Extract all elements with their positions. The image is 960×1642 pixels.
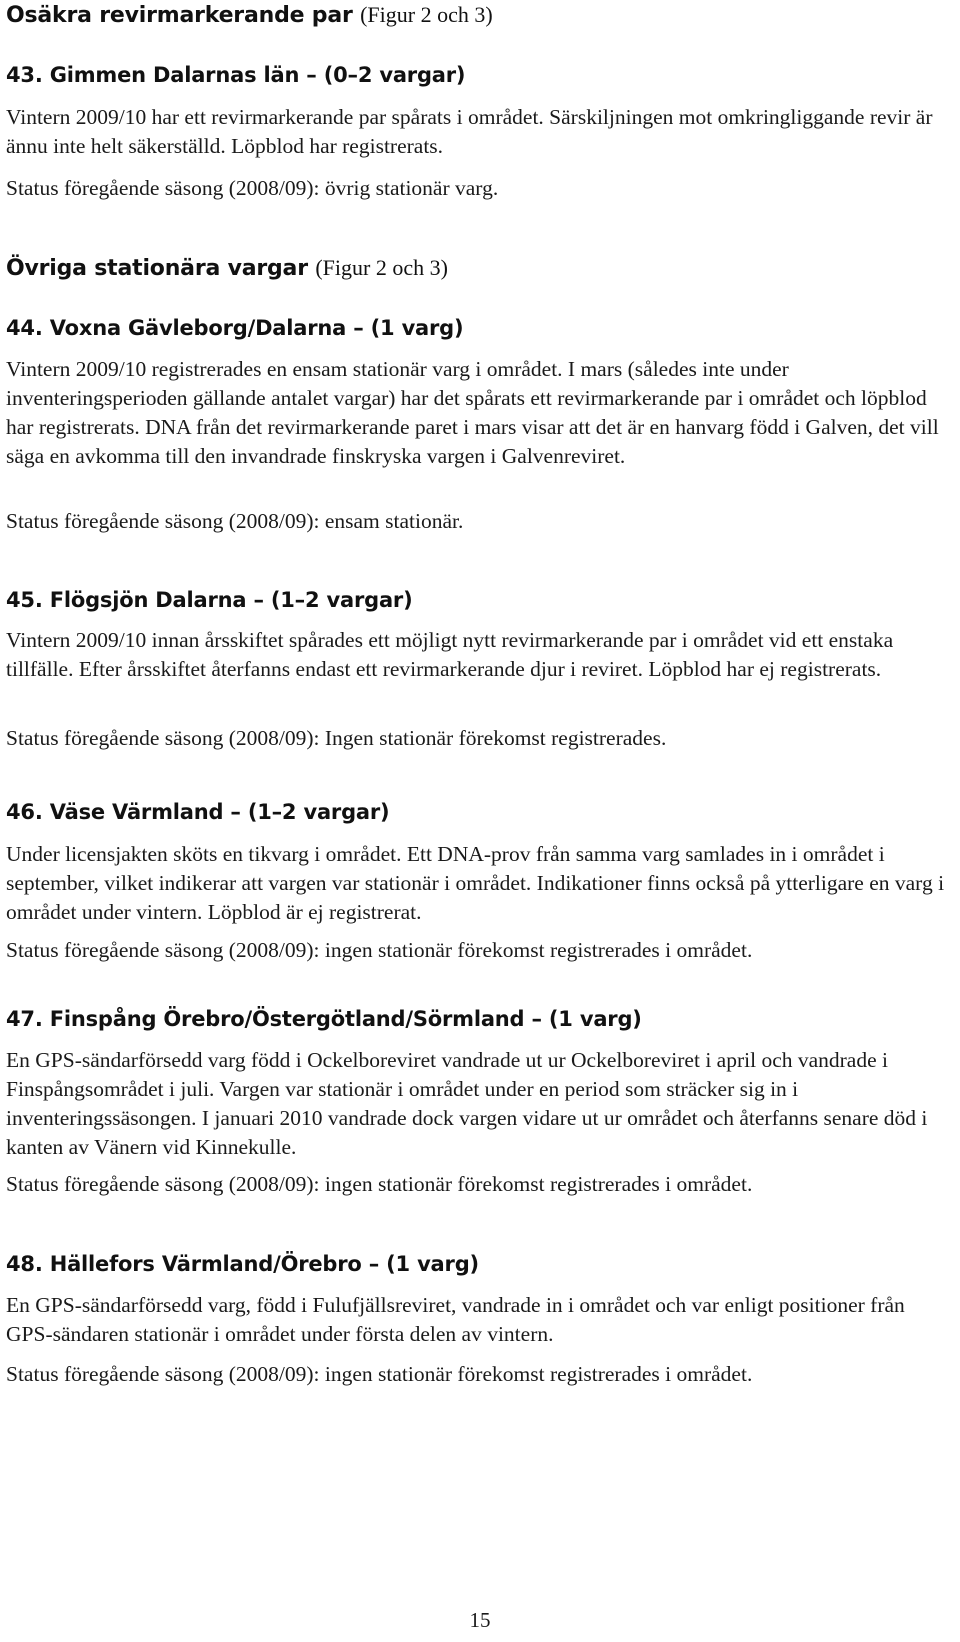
entry-heading-48: 48. Hällefors Värmland/Örebro – (1 varg) [6,1252,479,1276]
entry-status-48: Status föregående säsong (2008/09): ingen stationär förekomst registrerades i området. [6,1362,753,1386]
entry-body-44: Vintern 2009/10 registrerades en ensam stationär varg i området. I mars (således inte under inventeringsperioden gällande antalet vargar) har det spårats ett revirmarkerande par i området och löpblod har registrerats. DNA från det revirmarkerande paret i mars visar att det är en hanvarg född i Galven, det vill säga en avkomma till den invandrade finskryska vargen i Galvenreviret. [6,357,939,468]
entry-status-43: Status föregående säsong (2008/09): övrig stationär varg. [6,176,499,200]
page-number: 15 [469,1608,491,1632]
entry-body-47: En GPS-sändarförsedd varg född i Ockelboreviret vandrade ut ur Ockelboreviret i april och vandrade i Finspångsområdet i juli. Vargen var stationär i området under en period som sträcker sig in i inventeringssäsongen. I januari 2010 vandrade dock vargen vidare ut ur området och återfanns senare död i kanten av Vänern vid Kinnekulle. [6,1048,928,1159]
entry-status-46: Status föregående säsong (2008/09): ingen stationär förekomst registrerades i området. [6,938,753,962]
entry-status-47: Status föregående säsong (2008/09): ingen stationär förekomst registrerades i området. [6,1172,753,1196]
section-title: Övriga stationära vargar [6,256,308,281]
entry-status-44: Status föregående säsong (2008/09): ensam stationär. [6,509,464,533]
entry-status-45: Status föregående säsong (2008/09): Ingen stationär förekomst registrerades. [6,726,667,750]
entry-heading-44: 44. Voxna Gävleborg/Dalarna – (1 varg) [6,316,464,340]
entry-heading-47: 47. Finspång Örebro/Östergötland/Sörmland – (1 varg) [6,1007,642,1031]
section-heading-osakra [6,2,493,28]
entry-body-43: Vintern 2009/10 har ett revirmarkerande par spårats i området. Särskiljningen mot omkringliggande revir är ännu inte helt säkerställd. Löpblod har registrerats. [6,105,933,158]
entry-body-45: Vintern 2009/10 innan årsskiftet spårades ett möjligt nytt revirmarkerande par i området vid ett enstaka tillfälle. Efter årsskiftet återfanns endast ett revirmarkerande djur i reviret. Löpblod har ej registrerats. [6,628,894,681]
figure-reference: (Figur 2 och 3) [360,2,493,27]
entry-heading-45: 45. Flögsjön Dalarna – (1–2 vargar) [6,588,413,612]
section-heading-ovriga [6,255,448,281]
section-title: Osäkra revirmarkerande par [6,3,353,28]
entry-body-48: En GPS-sändarförsedd varg, född i Fulufjällsreviret, vandrade in i området och var enligt positioner från GPS-sändaren stationär i området under första delen av vintern. [6,1293,905,1346]
entry-body-46: Under licensjakten sköts en tikvarg i området. Ett DNA-prov från samma varg samlades in i området i september, vilket indikerar att vargen var stationär i området. Indikationer finns också på ytterligare en varg i området under vintern. Löpblod är ej registrerat. [6,842,945,924]
entry-heading-43: 43. Gimmen Dalarnas län – (0–2 vargar) [6,63,466,87]
figure-reference: (Figur 2 och 3) [315,255,448,280]
entry-heading-46: 46. Väse Värmland – (1–2 vargar) [6,800,390,824]
